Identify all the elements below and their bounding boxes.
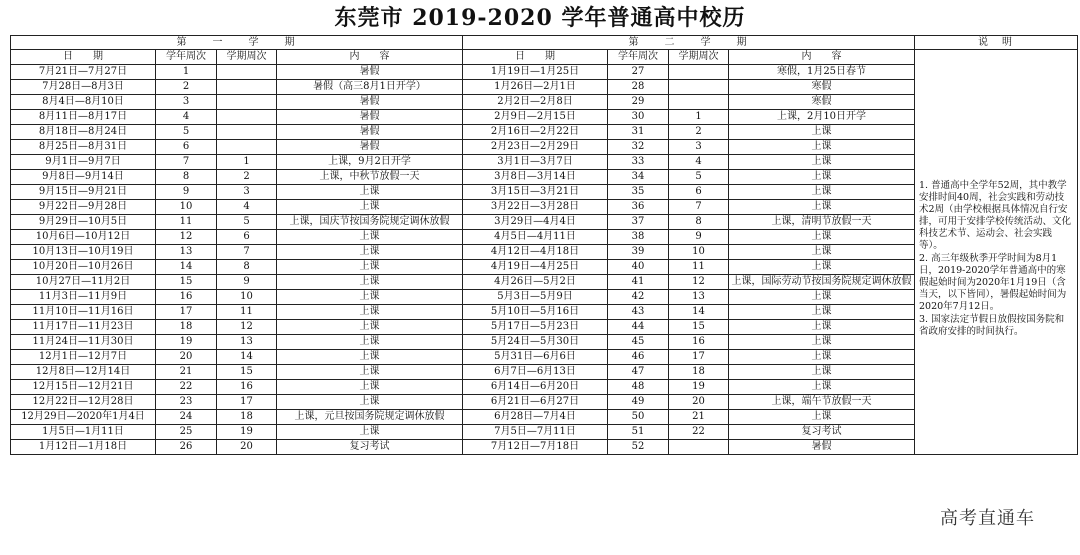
cell-term-week-1: 3 xyxy=(217,185,277,200)
cell-year-week-1: 10 xyxy=(156,200,217,215)
cell-term-week-2: 4 xyxy=(669,155,729,170)
cell-date-1: 12月1日—12月7日 xyxy=(11,350,156,365)
cell-year-week-1: 8 xyxy=(156,170,217,185)
cell-content-2: 上课 xyxy=(729,380,915,395)
cell-year-week-2: 52 xyxy=(608,440,669,455)
cell-date-1: 8月25日—8月31日 xyxy=(11,140,156,155)
cell-year-week-1: 20 xyxy=(156,350,217,365)
cell-term-week-1: 13 xyxy=(217,335,277,350)
cell-content-2: 上课 xyxy=(729,230,915,245)
cell-content-1: 上课 xyxy=(277,395,463,410)
cell-date-2: 7月12日—7月18日 xyxy=(463,440,608,455)
cell-term-week-2 xyxy=(669,95,729,110)
cell-date-2: 2月2日—2月8日 xyxy=(463,95,608,110)
cell-date-1: 9月15日—9月21日 xyxy=(11,185,156,200)
cell-date-1: 10月27日—11月2日 xyxy=(11,275,156,290)
cell-term-week-1: 10 xyxy=(217,290,277,305)
cell-date-1: 8月18日—8月24日 xyxy=(11,125,156,140)
cell-year-week-2: 32 xyxy=(608,140,669,155)
cell-content-1: 上课 xyxy=(277,425,463,440)
cell-year-week-2: 46 xyxy=(608,350,669,365)
cell-term-week-1 xyxy=(217,110,277,125)
cell-year-week-1: 18 xyxy=(156,320,217,335)
cell-date-2: 4月5日—4月11日 xyxy=(463,230,608,245)
cell-content-2: 上课 xyxy=(729,260,915,275)
cell-content-2: 上课，端午节放假一天 xyxy=(729,395,915,410)
cell-year-week-2: 45 xyxy=(608,335,669,350)
page-title: 东莞市 2019-2020 学年普通高中校历 xyxy=(334,5,746,31)
cell-year-week-2: 35 xyxy=(608,185,669,200)
cell-date-1: 8月11日—8月17日 xyxy=(11,110,156,125)
cell-date-2: 5月3日—5月9日 xyxy=(463,290,608,305)
cell-date-1: 10月20日—10月26日 xyxy=(11,260,156,275)
cell-term-week-2: 11 xyxy=(669,260,729,275)
cell-year-week-2: 50 xyxy=(608,410,669,425)
cell-term-week-1: 18 xyxy=(217,410,277,425)
cell-term-week-1: 8 xyxy=(217,260,277,275)
cell-year-week-1: 23 xyxy=(156,395,217,410)
notes-header: 说 明 xyxy=(915,36,1078,50)
cell-term-week-2: 9 xyxy=(669,230,729,245)
cell-content-1: 上课 xyxy=(277,200,463,215)
cell-content-1: 上课 xyxy=(277,365,463,380)
cell-content-1: 上课 xyxy=(277,320,463,335)
cell-year-week-1: 13 xyxy=(156,245,217,260)
cell-term-week-2 xyxy=(669,65,729,80)
cell-date-2: 3月8日—3月14日 xyxy=(463,170,608,185)
watermark-text: 高考直通车 xyxy=(940,504,1035,530)
notes-cell xyxy=(915,50,1078,455)
cell-term-week-1: 9 xyxy=(217,275,277,290)
cell-content-2: 上课 xyxy=(729,245,915,260)
col-term-week-2: 学期周次 xyxy=(669,50,729,65)
cell-term-week-2: 21 xyxy=(669,410,729,425)
cell-year-week-1: 4 xyxy=(156,110,217,125)
cell-term-week-1: 20 xyxy=(217,440,277,455)
cell-term-week-2: 2 xyxy=(669,125,729,140)
cell-term-week-1 xyxy=(217,65,277,80)
cell-content-2: 上课 xyxy=(729,155,915,170)
col-date-1: 日 期 xyxy=(11,50,156,65)
cell-year-week-1: 15 xyxy=(156,275,217,290)
cell-term-week-1: 19 xyxy=(217,425,277,440)
cell-term-week-2: 13 xyxy=(669,290,729,305)
cell-term-week-2: 1 xyxy=(669,110,729,125)
cell-term-week-1: 16 xyxy=(217,380,277,395)
cell-term-week-2: 20 xyxy=(669,395,729,410)
cell-term-week-2: 17 xyxy=(669,350,729,365)
cell-year-week-2: 36 xyxy=(608,200,669,215)
cell-content-2: 暑假 xyxy=(729,440,915,455)
cell-content-1: 上课，9月2日开学 xyxy=(277,155,463,170)
cell-date-2: 4月26日—5月2日 xyxy=(463,275,608,290)
cell-term-week-1 xyxy=(217,95,277,110)
cell-year-week-1: 22 xyxy=(156,380,217,395)
cell-content-2: 上课 xyxy=(729,335,915,350)
cell-content-1: 上课 xyxy=(277,275,463,290)
cell-content-1: 上课 xyxy=(277,230,463,245)
cell-year-week-2: 44 xyxy=(608,320,669,335)
cell-content-2: 上课，清明节放假一天 xyxy=(729,215,915,230)
cell-content-1: 暑假 xyxy=(277,140,463,155)
cell-term-week-2: 22 xyxy=(669,425,729,440)
cell-date-1: 9月29日—10月5日 xyxy=(11,215,156,230)
cell-date-1: 7月28日—8月3日 xyxy=(11,80,156,95)
cell-date-2: 5月17日—5月23日 xyxy=(463,320,608,335)
cell-term-week-1: 1 xyxy=(217,155,277,170)
cell-date-2: 2月9日—2月15日 xyxy=(463,110,608,125)
semester-1-header: 第 一 学 期 xyxy=(11,36,463,50)
cell-content-1: 上课 xyxy=(277,245,463,260)
cell-date-1: 11月17日—11月23日 xyxy=(11,320,156,335)
cell-content-2: 上课 xyxy=(729,125,915,140)
cell-content-1: 上课，中秋节放假一天 xyxy=(277,170,463,185)
cell-term-week-1: 2 xyxy=(217,170,277,185)
cell-date-1: 11月10日—11月16日 xyxy=(11,305,156,320)
cell-term-week-1: 14 xyxy=(217,350,277,365)
cell-term-week-2: 12 xyxy=(669,275,729,290)
cell-date-1: 11月3日—11月9日 xyxy=(11,290,156,305)
col-term-week-1: 学期周次 xyxy=(217,50,277,65)
semester-2-header: 第 二 学 期 xyxy=(463,36,915,50)
cell-year-week-1: 3 xyxy=(156,95,217,110)
cell-term-week-2 xyxy=(669,80,729,95)
cell-term-week-1: 17 xyxy=(217,395,277,410)
cell-year-week-1: 11 xyxy=(156,215,217,230)
cell-year-week-2: 31 xyxy=(608,125,669,140)
cell-content-1: 暑假 xyxy=(277,110,463,125)
cell-content-1: 上课，国庆节按国务院规定调休放假 xyxy=(277,215,463,230)
cell-content-2: 寒假 xyxy=(729,95,915,110)
cell-term-week-2: 10 xyxy=(669,245,729,260)
cell-year-week-1: 26 xyxy=(156,440,217,455)
cell-year-week-1: 24 xyxy=(156,410,217,425)
cell-term-week-2: 8 xyxy=(669,215,729,230)
cell-year-week-2: 38 xyxy=(608,230,669,245)
cell-content-1: 上课 xyxy=(277,335,463,350)
cell-term-week-1: 4 xyxy=(217,200,277,215)
semester-header-row xyxy=(11,36,1078,50)
cell-year-week-1: 2 xyxy=(156,80,217,95)
cell-date-1: 12月8日—12月14日 xyxy=(11,365,156,380)
cell-year-week-1: 1 xyxy=(156,65,217,80)
cell-year-week-2: 43 xyxy=(608,305,669,320)
cell-date-1: 1月12日—1月18日 xyxy=(11,440,156,455)
cell-term-week-1 xyxy=(217,80,277,95)
cell-year-week-1: 12 xyxy=(156,230,217,245)
cell-term-week-2: 5 xyxy=(669,170,729,185)
cell-date-1: 10月13日—10月19日 xyxy=(11,245,156,260)
cell-year-week-2: 51 xyxy=(608,425,669,440)
cell-date-2: 5月24日—5月30日 xyxy=(463,335,608,350)
cell-content-2: 上课 xyxy=(729,365,915,380)
cell-date-2: 6月21日—6月27日 xyxy=(463,395,608,410)
cell-date-1: 10月6日—10月12日 xyxy=(11,230,156,245)
cell-term-week-1: 5 xyxy=(217,215,277,230)
cell-content-2: 上课 xyxy=(729,320,915,335)
cell-term-week-1: 15 xyxy=(217,365,277,380)
cell-content-2: 寒假，1月25日春节 xyxy=(729,65,915,80)
cell-date-1: 9月22日—9月28日 xyxy=(11,200,156,215)
cell-date-2: 1月26日—2月1日 xyxy=(463,80,608,95)
cell-term-week-2: 18 xyxy=(669,365,729,380)
cell-content-2: 上课 xyxy=(729,140,915,155)
cell-year-week-2: 49 xyxy=(608,395,669,410)
cell-year-week-1: 25 xyxy=(156,425,217,440)
cell-date-1: 1月5日—1月11日 xyxy=(11,425,156,440)
col-content-2: 内 容 xyxy=(729,50,915,65)
column-header-row xyxy=(11,50,1078,65)
cell-date-2: 6月7日—6月13日 xyxy=(463,365,608,380)
cell-year-week-2: 27 xyxy=(608,65,669,80)
cell-year-week-2: 30 xyxy=(608,110,669,125)
cell-date-2: 3月1日—3月7日 xyxy=(463,155,608,170)
cell-content-1: 上课 xyxy=(277,185,463,200)
cell-date-2: 1月19日—1月25日 xyxy=(463,65,608,80)
cell-date-2: 6月14日—6月20日 xyxy=(463,380,608,395)
cell-content-1: 上课，元旦按国务院规定调休放假 xyxy=(277,410,463,425)
cell-date-2: 3月15日—3月21日 xyxy=(463,185,608,200)
cell-term-week-2: 6 xyxy=(669,185,729,200)
cell-year-week-2: 28 xyxy=(608,80,669,95)
cell-content-2: 上课 xyxy=(729,410,915,425)
cell-date-2: 4月19日—4月25日 xyxy=(463,260,608,275)
cell-year-week-2: 34 xyxy=(608,170,669,185)
cell-term-week-2: 15 xyxy=(669,320,729,335)
cell-content-2: 上课 xyxy=(729,170,915,185)
cell-date-1: 12月29日—2020年1月4日 xyxy=(11,410,156,425)
cell-date-1: 11月24日—11月30日 xyxy=(11,335,156,350)
cell-year-week-1: 5 xyxy=(156,125,217,140)
cell-content-2: 上课 xyxy=(729,290,915,305)
cell-term-week-2: 14 xyxy=(669,305,729,320)
cell-date-1: 9月1日—9月7日 xyxy=(11,155,156,170)
cell-date-2: 5月10日—5月16日 xyxy=(463,305,608,320)
cell-year-week-2: 33 xyxy=(608,155,669,170)
cell-term-week-2: 7 xyxy=(669,200,729,215)
cell-year-week-2: 37 xyxy=(608,215,669,230)
cell-date-1: 12月15日—12月21日 xyxy=(11,380,156,395)
cell-term-week-2: 3 xyxy=(669,140,729,155)
cell-year-week-2: 41 xyxy=(608,275,669,290)
cell-content-2: 寒假 xyxy=(729,80,915,95)
cell-year-week-2: 39 xyxy=(608,245,669,260)
note-1: 1. 普通高中全学年52周，其中教学安排时间40周，社会实践和劳动技术2周（由学校根据具体情况自行安排，可用于安排学校传统活动、文化科技艺术节、运动会、社会实践等）。 xyxy=(919,180,1072,251)
col-content-1: 内 容 xyxy=(277,50,463,65)
cell-year-week-2: 29 xyxy=(608,95,669,110)
cell-content-2: 上课 xyxy=(729,305,915,320)
cell-year-week-2: 47 xyxy=(608,365,669,380)
cell-year-week-2: 48 xyxy=(608,380,669,395)
cell-date-2: 4月12日—4月18日 xyxy=(463,245,608,260)
cell-date-2: 5月31日—6月6日 xyxy=(463,350,608,365)
cell-content-2: 上课，国际劳动节按国务院规定调休放假 xyxy=(729,275,915,290)
cell-term-week-1 xyxy=(217,140,277,155)
cell-content-1: 上课 xyxy=(277,260,463,275)
cell-year-week-1: 16 xyxy=(156,290,217,305)
cell-year-week-2: 42 xyxy=(608,290,669,305)
cell-content-1: 暑假（高三8月1日开学） xyxy=(277,80,463,95)
cell-year-week-2: 40 xyxy=(608,260,669,275)
cell-term-week-1: 7 xyxy=(217,245,277,260)
cell-date-2: 2月16日—2月22日 xyxy=(463,125,608,140)
cell-term-week-2: 19 xyxy=(669,380,729,395)
cell-content-2: 上课 xyxy=(729,185,915,200)
cell-content-2: 上课 xyxy=(729,200,915,215)
cell-date-2: 2月23日—2月29日 xyxy=(463,140,608,155)
cell-content-2: 上课，2月10日开学 xyxy=(729,110,915,125)
col-year-week-1: 学年周次 xyxy=(156,50,217,65)
cell-date-2: 7月5日—7月11日 xyxy=(463,425,608,440)
cell-term-week-2 xyxy=(669,440,729,455)
cell-content-1: 上课 xyxy=(277,350,463,365)
col-date-2: 日 期 xyxy=(463,50,608,65)
cell-content-1: 暑假 xyxy=(277,65,463,80)
cell-year-week-1: 9 xyxy=(156,185,217,200)
cell-term-week-1 xyxy=(217,125,277,140)
cell-term-week-1: 6 xyxy=(217,230,277,245)
cell-date-1: 8月4日—8月10日 xyxy=(11,95,156,110)
cell-date-1: 7月21日—7月27日 xyxy=(11,65,156,80)
cell-content-2: 上课 xyxy=(729,350,915,365)
cell-content-1: 上课 xyxy=(277,305,463,320)
cell-date-2: 3月22日—3月28日 xyxy=(463,200,608,215)
cell-date-2: 6月28日—7月4日 xyxy=(463,410,608,425)
cell-term-week-1: 12 xyxy=(217,320,277,335)
cell-content-1: 复习考试 xyxy=(277,440,463,455)
cell-content-1: 上课 xyxy=(277,380,463,395)
cell-year-week-1: 6 xyxy=(156,140,217,155)
school-calendar-table xyxy=(10,35,1078,455)
cell-year-week-1: 19 xyxy=(156,335,217,350)
cell-date-1: 12月22日—12月28日 xyxy=(11,395,156,410)
cell-year-week-1: 7 xyxy=(156,155,217,170)
cell-content-1: 上课 xyxy=(277,290,463,305)
cell-date-2: 3月29日—4月4日 xyxy=(463,215,608,230)
note-3: 3. 国家法定节假日放假按国务院和省政府安排的时间执行。 xyxy=(919,314,1065,337)
cell-year-week-1: 14 xyxy=(156,260,217,275)
cell-content-2: 复习考试 xyxy=(729,425,915,440)
note-2: 2. 高三年级秋季开学时间为8月1日，2019-2020学年普通高中的寒假起始时间为2020年1月19日（含当天，以下皆同），暑假起始时间为2020年7月12日。 xyxy=(919,253,1067,312)
col-year-week-2: 学年周次 xyxy=(608,50,669,65)
cell-date-1: 9月8日—9月14日 xyxy=(11,170,156,185)
cell-content-1: 暑假 xyxy=(277,125,463,140)
cell-term-week-1: 11 xyxy=(217,305,277,320)
cell-year-week-1: 21 xyxy=(156,365,217,380)
cell-year-week-1: 17 xyxy=(156,305,217,320)
cell-content-1: 暑假 xyxy=(277,95,463,110)
cell-term-week-2: 16 xyxy=(669,335,729,350)
